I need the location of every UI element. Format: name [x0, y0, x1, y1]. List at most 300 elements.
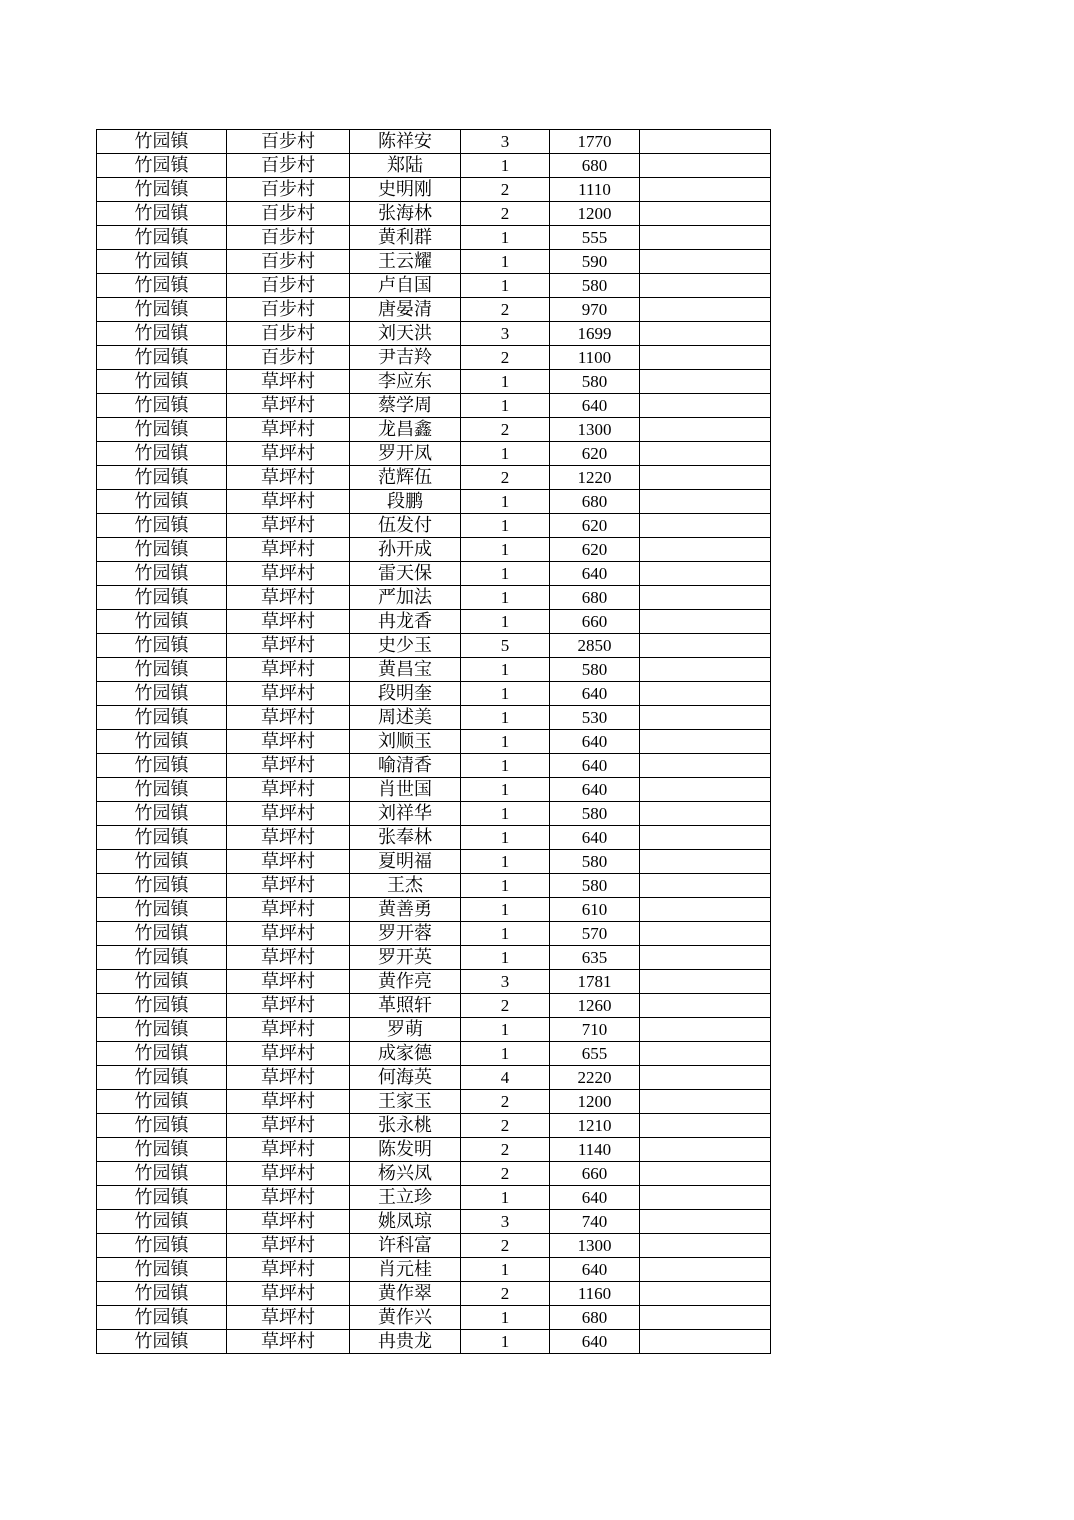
town-cell: 竹园镇: [97, 442, 227, 466]
name-cell: 雷天保: [350, 562, 461, 586]
remark-cell: [640, 1138, 771, 1162]
town-cell: 竹园镇: [97, 1306, 227, 1330]
name-cell: 罗开蓉: [350, 922, 461, 946]
name-cell: 黄昌宝: [350, 658, 461, 682]
count-cell: 1: [461, 1042, 550, 1066]
count-cell: 1: [461, 490, 550, 514]
count-cell: 1: [461, 1186, 550, 1210]
table-row: [97, 802, 771, 826]
village-cell: 草坪村: [227, 1018, 350, 1042]
table-row: [97, 1258, 771, 1282]
remark-cell: [640, 706, 771, 730]
remark-cell: [640, 778, 771, 802]
count-cell: 1: [461, 250, 550, 274]
name-cell: 何海英: [350, 1066, 461, 1090]
remark-cell: [640, 1306, 771, 1330]
remark-cell: [640, 322, 771, 346]
amount-cell: 580: [550, 370, 640, 394]
remark-cell: [640, 730, 771, 754]
town-cell: 竹园镇: [97, 1162, 227, 1186]
remark-cell: [640, 610, 771, 634]
table-row: [97, 706, 771, 730]
count-cell: 1: [461, 1306, 550, 1330]
count-cell: 2: [461, 1138, 550, 1162]
town-cell: 竹园镇: [97, 370, 227, 394]
town-cell: 竹园镇: [97, 322, 227, 346]
village-cell: 百步村: [227, 274, 350, 298]
remark-cell: [640, 1042, 771, 1066]
amount-cell: 640: [550, 730, 640, 754]
table-row: [97, 1138, 771, 1162]
table-row: [97, 994, 771, 1018]
village-cell: 草坪村: [227, 610, 350, 634]
remark-cell: [640, 298, 771, 322]
count-cell: 2: [461, 1090, 550, 1114]
remark-cell: [640, 1114, 771, 1138]
amount-cell: 660: [550, 1162, 640, 1186]
remark-cell: [640, 802, 771, 826]
amount-cell: 1260: [550, 994, 640, 1018]
town-cell: 竹园镇: [97, 1066, 227, 1090]
amount-cell: 640: [550, 1330, 640, 1354]
count-cell: 3: [461, 1210, 550, 1234]
name-cell: 伍发付: [350, 514, 461, 538]
data-table-container: [96, 129, 771, 1354]
table-row: [97, 562, 771, 586]
amount-cell: 970: [550, 298, 640, 322]
town-cell: 竹园镇: [97, 1138, 227, 1162]
town-cell: 竹园镇: [97, 946, 227, 970]
town-cell: 竹园镇: [97, 730, 227, 754]
name-cell: 刘天洪: [350, 322, 461, 346]
count-cell: 1: [461, 658, 550, 682]
count-cell: 3: [461, 970, 550, 994]
table-row: [97, 178, 771, 202]
amount-cell: 640: [550, 1258, 640, 1282]
count-cell: 2: [461, 418, 550, 442]
count-cell: 1: [461, 706, 550, 730]
name-cell: 王家玉: [350, 1090, 461, 1114]
amount-cell: 680: [550, 490, 640, 514]
amount-cell: 640: [550, 826, 640, 850]
amount-cell: 580: [550, 274, 640, 298]
village-cell: 草坪村: [227, 874, 350, 898]
table-row: [97, 898, 771, 922]
table-row: [97, 1090, 771, 1114]
town-cell: 竹园镇: [97, 1234, 227, 1258]
village-cell: 百步村: [227, 130, 350, 154]
count-cell: 1: [461, 154, 550, 178]
remark-cell: [640, 586, 771, 610]
town-cell: 竹园镇: [97, 346, 227, 370]
table-row: [97, 154, 771, 178]
name-cell: 黄善勇: [350, 898, 461, 922]
table-row: [97, 850, 771, 874]
remark-cell: [640, 1330, 771, 1354]
table-row: [97, 442, 771, 466]
village-cell: 草坪村: [227, 850, 350, 874]
amount-cell: 1699: [550, 322, 640, 346]
name-cell: 段鹏: [350, 490, 461, 514]
village-cell: 草坪村: [227, 658, 350, 682]
town-cell: 竹园镇: [97, 922, 227, 946]
village-cell: 草坪村: [227, 418, 350, 442]
remark-cell: [640, 562, 771, 586]
name-cell: 郑陆: [350, 154, 461, 178]
amount-cell: 1200: [550, 202, 640, 226]
table-row: [97, 586, 771, 610]
name-cell: 成家德: [350, 1042, 461, 1066]
town-cell: 竹园镇: [97, 514, 227, 538]
name-cell: 革照轩: [350, 994, 461, 1018]
town-cell: 竹园镇: [97, 802, 227, 826]
name-cell: 唐晏清: [350, 298, 461, 322]
amount-cell: 680: [550, 154, 640, 178]
count-cell: 3: [461, 322, 550, 346]
table-row: [97, 874, 771, 898]
name-cell: 尹吉羚: [350, 346, 461, 370]
remark-cell: [640, 1090, 771, 1114]
count-cell: 1: [461, 1258, 550, 1282]
name-cell: 龙昌鑫: [350, 418, 461, 442]
table-row: [97, 226, 771, 250]
name-cell: 卢自国: [350, 274, 461, 298]
name-cell: 罗开英: [350, 946, 461, 970]
name-cell: 冉贵龙: [350, 1330, 461, 1354]
town-cell: 竹园镇: [97, 1210, 227, 1234]
remark-cell: [640, 202, 771, 226]
amount-cell: 530: [550, 706, 640, 730]
village-cell: 草坪村: [227, 1066, 350, 1090]
village-cell: 百步村: [227, 226, 350, 250]
remark-cell: [640, 634, 771, 658]
count-cell: 1: [461, 538, 550, 562]
village-cell: 草坪村: [227, 898, 350, 922]
town-cell: 竹园镇: [97, 1114, 227, 1138]
count-cell: 2: [461, 1162, 550, 1186]
table-row: [97, 490, 771, 514]
village-cell: 草坪村: [227, 1114, 350, 1138]
table-row: [97, 202, 771, 226]
village-cell: 草坪村: [227, 562, 350, 586]
remark-cell: [640, 370, 771, 394]
table-row: [97, 922, 771, 946]
town-cell: 竹园镇: [97, 274, 227, 298]
table-row: [97, 1162, 771, 1186]
name-cell: 刘祥华: [350, 802, 461, 826]
village-cell: 草坪村: [227, 1090, 350, 1114]
amount-cell: 590: [550, 250, 640, 274]
village-cell: 草坪村: [227, 1258, 350, 1282]
amount-cell: 1160: [550, 1282, 640, 1306]
name-cell: 陈祥安: [350, 130, 461, 154]
name-cell: 张海林: [350, 202, 461, 226]
count-cell: 2: [461, 298, 550, 322]
table-row: [97, 418, 771, 442]
village-cell: 百步村: [227, 250, 350, 274]
town-cell: 竹园镇: [97, 1018, 227, 1042]
table-row: [97, 778, 771, 802]
name-cell: 姚凤琼: [350, 1210, 461, 1234]
remark-cell: [640, 1258, 771, 1282]
count-cell: 1: [461, 826, 550, 850]
name-cell: 王杰: [350, 874, 461, 898]
town-cell: 竹园镇: [97, 130, 227, 154]
count-cell: 1: [461, 442, 550, 466]
village-cell: 草坪村: [227, 1234, 350, 1258]
remark-cell: [640, 442, 771, 466]
name-cell: 孙开成: [350, 538, 461, 562]
remark-cell: [640, 418, 771, 442]
remark-cell: [640, 394, 771, 418]
village-cell: 草坪村: [227, 1186, 350, 1210]
village-cell: 草坪村: [227, 1306, 350, 1330]
amount-cell: 620: [550, 442, 640, 466]
amount-cell: 1110: [550, 178, 640, 202]
count-cell: 1: [461, 1018, 550, 1042]
town-cell: 竹园镇: [97, 298, 227, 322]
name-cell: 史少玉: [350, 634, 461, 658]
remark-cell: [640, 250, 771, 274]
village-cell: 草坪村: [227, 802, 350, 826]
remark-cell: [640, 466, 771, 490]
name-cell: 段明奎: [350, 682, 461, 706]
village-cell: 草坪村: [227, 634, 350, 658]
table-row: [97, 370, 771, 394]
amount-cell: 640: [550, 1186, 640, 1210]
remark-cell: [640, 1162, 771, 1186]
amount-cell: 620: [550, 514, 640, 538]
count-cell: 1: [461, 754, 550, 778]
town-cell: 竹园镇: [97, 1330, 227, 1354]
count-cell: 2: [461, 346, 550, 370]
count-cell: 1: [461, 850, 550, 874]
table-row: [97, 1186, 771, 1210]
town-cell: 竹园镇: [97, 850, 227, 874]
amount-cell: 1100: [550, 346, 640, 370]
remark-cell: [640, 1066, 771, 1090]
table-row: [97, 754, 771, 778]
amount-cell: 740: [550, 1210, 640, 1234]
table-row: [97, 610, 771, 634]
name-cell: 刘顺玉: [350, 730, 461, 754]
remark-cell: [640, 970, 771, 994]
count-cell: 2: [461, 466, 550, 490]
village-cell: 百步村: [227, 346, 350, 370]
town-cell: 竹园镇: [97, 706, 227, 730]
table-row: [97, 298, 771, 322]
count-cell: 1: [461, 562, 550, 586]
name-cell: 严加法: [350, 586, 461, 610]
town-cell: 竹园镇: [97, 202, 227, 226]
count-cell: 1: [461, 514, 550, 538]
count-cell: 1: [461, 730, 550, 754]
village-cell: 百步村: [227, 178, 350, 202]
name-cell: 张永桃: [350, 1114, 461, 1138]
table-row: [97, 346, 771, 370]
table-row: [97, 1330, 771, 1354]
count-cell: 1: [461, 586, 550, 610]
amount-cell: 660: [550, 610, 640, 634]
amount-cell: 555: [550, 226, 640, 250]
town-cell: 竹园镇: [97, 994, 227, 1018]
remark-cell: [640, 682, 771, 706]
count-cell: 2: [461, 1234, 550, 1258]
remark-cell: [640, 178, 771, 202]
town-cell: 竹园镇: [97, 226, 227, 250]
name-cell: 张奉林: [350, 826, 461, 850]
name-cell: 杨兴凤: [350, 1162, 461, 1186]
name-cell: 罗萌: [350, 1018, 461, 1042]
amount-cell: 580: [550, 874, 640, 898]
remark-cell: [640, 490, 771, 514]
village-cell: 草坪村: [227, 778, 350, 802]
name-cell: 黄作亮: [350, 970, 461, 994]
town-cell: 竹园镇: [97, 466, 227, 490]
remark-cell: [640, 514, 771, 538]
name-cell: 罗开凤: [350, 442, 461, 466]
amount-cell: 655: [550, 1042, 640, 1066]
count-cell: 4: [461, 1066, 550, 1090]
data-table: [96, 129, 771, 1354]
amount-cell: 1220: [550, 466, 640, 490]
remark-cell: [640, 826, 771, 850]
remark-cell: [640, 1234, 771, 1258]
village-cell: 草坪村: [227, 706, 350, 730]
remark-cell: [640, 946, 771, 970]
table-row: [97, 1018, 771, 1042]
town-cell: 竹园镇: [97, 1090, 227, 1114]
town-cell: 竹园镇: [97, 658, 227, 682]
town-cell: 竹园镇: [97, 754, 227, 778]
village-cell: 百步村: [227, 154, 350, 178]
name-cell: 夏明福: [350, 850, 461, 874]
remark-cell: [640, 346, 771, 370]
town-cell: 竹园镇: [97, 874, 227, 898]
village-cell: 草坪村: [227, 442, 350, 466]
town-cell: 竹园镇: [97, 562, 227, 586]
town-cell: 竹园镇: [97, 682, 227, 706]
remark-cell: [640, 754, 771, 778]
town-cell: 竹园镇: [97, 610, 227, 634]
amount-cell: 2220: [550, 1066, 640, 1090]
name-cell: 肖世国: [350, 778, 461, 802]
amount-cell: 580: [550, 658, 640, 682]
table-row: [97, 970, 771, 994]
table-row: [97, 946, 771, 970]
remark-cell: [640, 994, 771, 1018]
town-cell: 竹园镇: [97, 1186, 227, 1210]
name-cell: 许科富: [350, 1234, 461, 1258]
table-row: [97, 1114, 771, 1138]
table-row: [97, 1234, 771, 1258]
amount-cell: 620: [550, 538, 640, 562]
count-cell: 5: [461, 634, 550, 658]
village-cell: 草坪村: [227, 922, 350, 946]
amount-cell: 640: [550, 754, 640, 778]
town-cell: 竹园镇: [97, 586, 227, 610]
remark-cell: [640, 850, 771, 874]
village-cell: 草坪村: [227, 826, 350, 850]
count-cell: 1: [461, 802, 550, 826]
name-cell: 肖元桂: [350, 1258, 461, 1282]
remark-cell: [640, 1282, 771, 1306]
name-cell: 李应东: [350, 370, 461, 394]
village-cell: 草坪村: [227, 682, 350, 706]
village-cell: 百步村: [227, 298, 350, 322]
name-cell: 喻清香: [350, 754, 461, 778]
count-cell: 3: [461, 130, 550, 154]
town-cell: 竹园镇: [97, 826, 227, 850]
name-cell: 史明刚: [350, 178, 461, 202]
table-row: [97, 1066, 771, 1090]
town-cell: 竹园镇: [97, 178, 227, 202]
remark-cell: [640, 274, 771, 298]
count-cell: 1: [461, 874, 550, 898]
count-cell: 2: [461, 994, 550, 1018]
name-cell: 王云耀: [350, 250, 461, 274]
name-cell: 黄利群: [350, 226, 461, 250]
town-cell: 竹园镇: [97, 1282, 227, 1306]
amount-cell: 1781: [550, 970, 640, 994]
village-cell: 草坪村: [227, 994, 350, 1018]
table-row: [97, 394, 771, 418]
remark-cell: [640, 1210, 771, 1234]
remark-cell: [640, 1018, 771, 1042]
amount-cell: 1140: [550, 1138, 640, 1162]
village-cell: 百步村: [227, 322, 350, 346]
count-cell: 1: [461, 1330, 550, 1354]
table-row: [97, 514, 771, 538]
village-cell: 草坪村: [227, 1282, 350, 1306]
count-cell: 1: [461, 898, 550, 922]
village-cell: 草坪村: [227, 1210, 350, 1234]
name-cell: 冉龙香: [350, 610, 461, 634]
name-cell: 蔡学周: [350, 394, 461, 418]
amount-cell: 580: [550, 802, 640, 826]
village-cell: 草坪村: [227, 730, 350, 754]
town-cell: 竹园镇: [97, 1258, 227, 1282]
count-cell: 1: [461, 682, 550, 706]
table-body: [97, 130, 771, 1354]
town-cell: 竹园镇: [97, 394, 227, 418]
count-cell: 2: [461, 178, 550, 202]
count-cell: 1: [461, 778, 550, 802]
remark-cell: [640, 154, 771, 178]
amount-cell: 1300: [550, 1234, 640, 1258]
table-row: [97, 1306, 771, 1330]
amount-cell: 610: [550, 898, 640, 922]
table-row: [97, 682, 771, 706]
town-cell: 竹园镇: [97, 250, 227, 274]
amount-cell: 680: [550, 1306, 640, 1330]
count-cell: 2: [461, 202, 550, 226]
count-cell: 1: [461, 610, 550, 634]
name-cell: 黄作翠: [350, 1282, 461, 1306]
village-cell: 草坪村: [227, 970, 350, 994]
name-cell: 范辉伍: [350, 466, 461, 490]
table-row: [97, 538, 771, 562]
amount-cell: 640: [550, 562, 640, 586]
town-cell: 竹园镇: [97, 418, 227, 442]
amount-cell: 1200: [550, 1090, 640, 1114]
remark-cell: [640, 658, 771, 682]
count-cell: 1: [461, 394, 550, 418]
town-cell: 竹园镇: [97, 1042, 227, 1066]
table-row: [97, 1210, 771, 1234]
village-cell: 草坪村: [227, 394, 350, 418]
town-cell: 竹园镇: [97, 778, 227, 802]
